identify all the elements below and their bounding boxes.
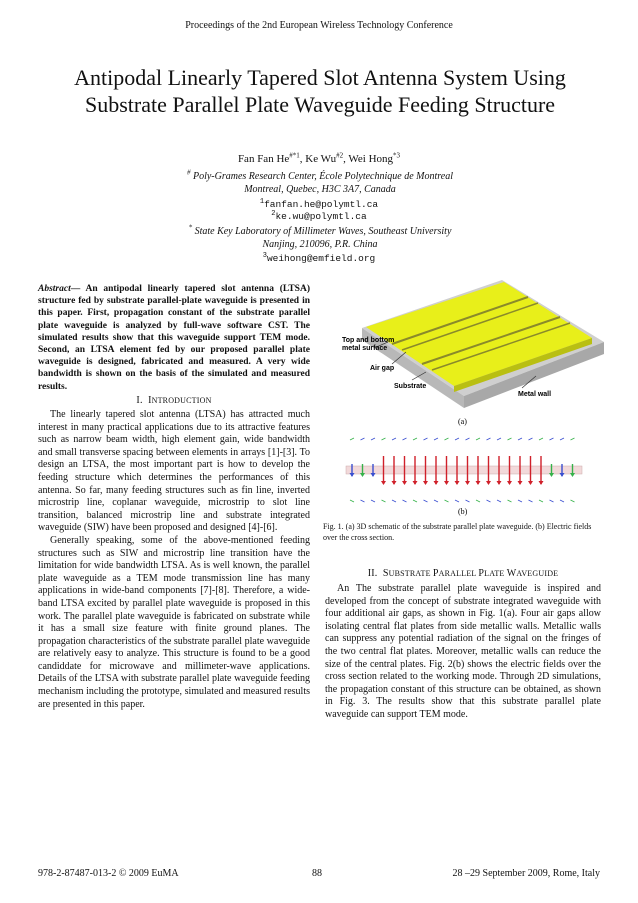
field-vector	[466, 500, 470, 502]
paragraph: An The substrate parallel plate waveguide is inspired and developed from the concept of substrate integrated waveguide with four additional air gaps, as shown in Fig. 1(a). Four air gaps allow isolating central flat plates from side metallic walls. Metallic walls can suppress any potential radiation of the signal on the fringes of the two central flat plates. Moreover, metallic walls can reduce the size of the central plates. Fig. 2(b) shows the electric fields over the cross section related to the working mode. Through 2D simulations, the propagation constant of this structure can be obtained, as shown in Fig. 3. The results show that this substrate parallel plate waveguide can support TEM mode.	[325, 583, 601, 720]
field-vector	[466, 438, 470, 440]
field-arrow-head	[413, 481, 418, 485]
field-vector	[571, 500, 575, 502]
figure-1	[322, 280, 604, 520]
callout-substrate: Substrate	[394, 383, 427, 390]
field-arrow-head	[423, 481, 428, 485]
field-arrow-head	[497, 481, 502, 485]
field-arrow-head	[528, 481, 533, 485]
field-vector	[434, 500, 438, 502]
field-vector	[571, 438, 575, 440]
affiliation-1	[100, 170, 540, 196]
figure-label-a: (a)	[458, 417, 467, 426]
section-number: II.	[367, 568, 378, 579]
field-arrow-head	[486, 481, 491, 485]
email-address: weihong@emfield.org	[266, 253, 376, 264]
field-arrow-head	[350, 473, 355, 477]
field-vector	[434, 438, 438, 440]
heading-rest: NTRODUCTION	[151, 396, 212, 405]
field-vector	[455, 500, 459, 502]
heading-cap: I	[148, 395, 152, 406]
heading-cap: S	[382, 568, 389, 579]
field-vector	[413, 500, 417, 502]
field-vector	[413, 438, 417, 440]
field-vector	[518, 438, 522, 440]
paragraph: The linearly tapered slot antenna (LTSA) has attracted much interest in many practical applications due to its attractive features such as narrow beam width, high element gain, wide bandwidth and small transverse spacing between elements in arrays [1]-[3]. To design an LTSA, the most important part is how to develop the feeding structure which determines the performances of this antenna. So far, many feeding structures such as fin line, inverted microstrip line, coplanar waveguide, microstrip to slot line transition, balanced microstrip line and substrate integrated waveguide (SIW) have been proposed and designed [4]-[6].	[38, 409, 310, 534]
field-arrow-head	[392, 481, 397, 485]
field-vector	[392, 500, 396, 502]
figure-1-caption: Fig. 1. (a) 3D schematic of the substrate parallel plate waveguide. (b) Electric fields over the cross section.	[323, 522, 592, 542]
conference-header: Proceedings of the 2nd European Wireless Technology Conference	[185, 20, 453, 31]
field-vector	[382, 500, 386, 502]
field-arrow-head	[549, 473, 554, 477]
affiliation-mark: #	[186, 168, 191, 177]
field-arrow-head	[402, 481, 407, 485]
field-vector	[350, 500, 354, 502]
field-vector	[371, 500, 375, 502]
field-arrow-head	[518, 481, 523, 485]
footer-isbn: 978-2-87487-013-2 © 2009 EuMA	[38, 868, 179, 879]
affiliation-line: Nanjing, 210096, P.R. China	[262, 239, 378, 250]
field-arrow-head	[560, 473, 565, 477]
introduction-body	[38, 409, 310, 711]
field-vector	[445, 438, 449, 440]
section-heading-waveguide	[325, 568, 601, 579]
email-line	[0, 199, 638, 210]
field-vector	[445, 500, 449, 502]
field-arrow-head	[465, 481, 470, 485]
author-name: Wei Hong	[348, 153, 394, 165]
field-vector	[361, 500, 365, 502]
paragraph: Generally speaking, some of the above-mentioned feeding structures such as SIW and microstrip line transition have the limitation for wide bandwidth LTSA. As is well known, the parallel plate waveguide as a TEM mode transmission line has many applications in wide-band components [7]-[8]. Therefore, a wide-band LTSA excited by parallel plate waveguide is proposed in this work. The parallel plate waveguide is fabricated on substrate while it has a small size feature with finite ground planes. The propagation characteristics of the substrate parallel plate waveguide are relatively easy to analyze. This structure is found to be a good candiddate for microwave and millimeter-wave applications. Details of the LTSA with substrate parallel plate waveguide feeding mechanism including the prototype, simulated and measured results are presented in this paper.	[38, 534, 310, 710]
callout-metal-wall: Metal wall	[518, 391, 552, 398]
abstract-label: Abstract	[38, 284, 71, 294]
heading-rest: ARALLEL	[438, 569, 479, 578]
field-vector	[560, 500, 564, 502]
abstract-text: — An antipodal linearly tapered slot antenna (LTSA) structure fed by substrate parallel-plate waveguide is presented in this paper. First, propagation constant of the substrate parallel plate waveguide is analyzed by full-wave software CST. The simulated results show that this waveguide support TEM mode. Second, an LTSA element fed by our proposed parallel plate waveguide is designed, fabricated and measured. A very wide bandwidth is shown on the basis of the simulated and measured results.	[38, 284, 310, 392]
field-arrow-head	[476, 481, 481, 485]
paper-title: Antipodal Linearly Tapered Slot Antenna System Using Substrate Parallel Plate Waveguide Feeding Structure	[74, 65, 566, 117]
page-number: 88	[312, 868, 322, 879]
field-arrow-head	[570, 473, 575, 477]
callout-air-gap: Air gap	[370, 365, 395, 372]
heading-cap: W	[506, 568, 517, 579]
field-vector	[560, 438, 564, 440]
field-vector	[382, 438, 386, 440]
affiliation-line: Montreal, Quebec, H3C 3A7, Canada	[244, 184, 396, 195]
field-vector	[371, 438, 375, 440]
heading-cap: P	[432, 568, 439, 579]
field-vector	[455, 438, 459, 440]
field-vector	[539, 438, 543, 440]
author-name: Fan Fan He	[237, 153, 290, 165]
field-vector	[550, 438, 554, 440]
affiliation-line: Poly-Grames Research Center, École Polytechnique de Montreal	[192, 171, 453, 182]
field-vector	[529, 500, 533, 502]
field-vector	[403, 500, 407, 502]
abstract	[38, 283, 310, 393]
field-arrow-head	[360, 473, 365, 477]
figure-label-b: (b)	[458, 507, 468, 516]
author-mark: #2	[336, 151, 344, 160]
email-line	[0, 211, 638, 222]
figure-1-graphic	[322, 280, 604, 520]
field-arrow-head	[539, 481, 544, 485]
field-arrow-head	[371, 473, 376, 477]
field-arrow-head	[455, 481, 460, 485]
heading-rest: AVEGUIDE	[516, 569, 559, 578]
affiliation-line: State Key Laboratory of Millimeter Waves, Southeast University	[194, 226, 452, 237]
field-arrow-head	[444, 481, 449, 485]
field-vector	[350, 438, 354, 440]
email-mark: 1	[259, 197, 265, 206]
callout-top-bottom-metal: Top and bottom metal surface	[342, 337, 395, 352]
section-number: I.	[136, 395, 143, 406]
field-arrow-head	[434, 481, 439, 485]
field-vector	[424, 500, 428, 502]
email-address: fanfan.he@polymtl.ca	[264, 199, 379, 210]
affiliation-mark: *	[188, 223, 193, 232]
field-vector	[361, 438, 365, 440]
heading-rest: LATE	[484, 569, 507, 578]
field-vector	[497, 500, 501, 502]
author-name: Ke Wu	[305, 153, 337, 165]
field-vector	[487, 500, 491, 502]
field-vector	[529, 438, 533, 440]
field-vector	[487, 438, 491, 440]
author-mark: *3	[393, 151, 401, 160]
heading-rest: UBSTRATE	[388, 569, 433, 578]
author-mark: #*1	[289, 151, 300, 160]
field-arrow-head	[507, 481, 512, 485]
field-cross-section	[346, 438, 582, 502]
field-vector	[424, 438, 428, 440]
field-vector	[392, 438, 396, 440]
field-vector	[476, 438, 480, 440]
waveguide-body	[325, 583, 601, 722]
affiliation-2	[100, 225, 540, 251]
cross-section-substrate	[346, 466, 582, 474]
email-mark: 2	[271, 209, 276, 218]
author-line: Fan Fan He$^{\#*1}$, Ke Wu$^{\#2}$, Wei Hong$^{*3}$	[237, 151, 401, 165]
section-heading-introduction	[38, 395, 310, 406]
field-vector	[476, 500, 480, 502]
field-vector	[508, 500, 512, 502]
field-vector	[508, 438, 512, 440]
email-address: ke.wu@polymtl.ca	[275, 211, 367, 222]
email-line	[0, 253, 638, 264]
field-arrow-head	[381, 481, 386, 485]
field-vector	[550, 500, 554, 502]
field-vector	[497, 438, 501, 440]
email-mark: 3	[262, 251, 267, 260]
field-vector	[518, 500, 522, 502]
field-vector	[539, 500, 543, 502]
field-vector	[403, 438, 407, 440]
footer-conference-date: 28 –29 September 2009, Rome, Italy	[452, 868, 600, 879]
heading-cap: P	[478, 568, 485, 579]
